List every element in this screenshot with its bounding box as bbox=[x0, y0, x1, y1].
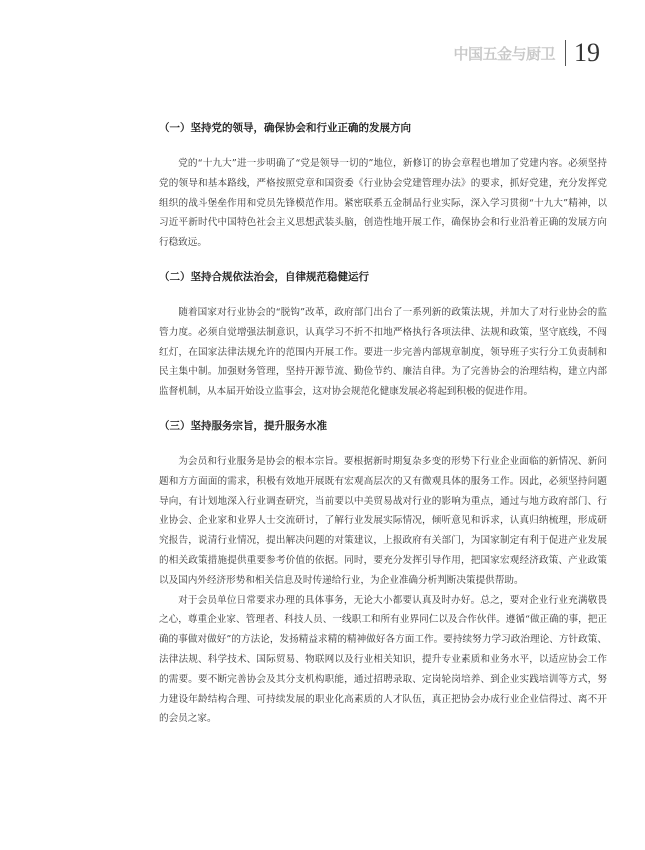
page-number: 19 bbox=[574, 38, 600, 67]
paragraph: 党的“十九大”进一步明确了“党是领导一切的”地位，新修订的协会章程也增加了党建内容。必须坚持党的领导和基本路线，严格按照党章和国资委《行业协会党建管理办法》的要求，抓好党建，充分发挥党组织的战斗堡垒作用和党员先锋模范作用。紧密联系五金制品行业实际，深入学习贯彻“十九大”精神，以习近平新时代中国特色社会主义思想武装头脑，创造性地开展工作，确保协会和行业沿着正确的发展方向行稳致远。 bbox=[159, 158, 607, 249]
paragraph: 随着国家对行业协会的“脱钩”改革，政府部门出台了一系列新的政策法规，并加大了对行业协会的监管力度。必须自觉增强法制意识，认真学习不折不扣地严格执行各项法律、法规和政策，坚守底线，不闯红灯，在国家法律法规允许的范围内开展工作。要进一步完善内部规章制度，领导班子实行分工负责制和民主集中制。加强财务管理，坚持开源节流、勤俭节约、廉洁自律。为了完善协会的治理结构，建立内部监督机制，从本届开始设立监事会，这对协会规范化健康发展必将起到积极的促进作用。 bbox=[159, 306, 607, 398]
magazine-brand-logo: 中国五金与厨卫 bbox=[453, 44, 555, 63]
section-1 bbox=[159, 120, 607, 253]
paragraph: 为会员和行业服务是协会的根本宗旨。要根据新时期复杂多变的形势下行业企业面临的新情况、新问题和方方面面的需求，积极有效地开展既有宏观高层次的又有微观具体的服务工作。因此，必须坚持问题导向，有计划地深入行业调查研究，当前要以中美贸易战对行业的影响为重点，通过与地方政府部门、行业协会、企业家和业界人士交流研讨，了解行业发展实际情况，倾听意见和诉求，认真归纳梳理，形成研究报告，说清行业情况，提出解决问题的对策建议，上报政府有关部门，为国家制定有利于促进产业发展的相关政策措施提供重要参考价值的依据。同时，要充分发挥引导作用，把国家宏观经济政策、产业政策以及国内外经济形势和相关信息及时传递给行业，为企业准确分析判断决策提供帮助。 bbox=[159, 455, 607, 586]
section-heading: （一）坚持党的领导，确保协会和行业正确的发展方向 bbox=[159, 122, 411, 134]
section-3 bbox=[159, 418, 607, 729]
section-heading: （二）坚持合规依法治会，自律规范稳健运行 bbox=[159, 270, 369, 283]
section-heading: （三）坚持服务宗旨，提升服务水准 bbox=[159, 419, 327, 432]
paragraph: 对于会员单位日常要求办理的具体事务，无论大小都要认真及时办好。总之，要对企业行业充满敬畏之心，尊重企业家、管理者、科技人员、一线职工和所有业界同仁以及合作伙伴。遵循“做正确的事，把正确的事做对做好”的方法论，发扬精益求精的精神做好各方面工作。要持续努力学习政治理论、方针政策、法律法规、科学技术、国际贸易、物联网以及行业相关知识，提升专业素质和业务水平，以适应协会工作的需要。要不断完善协会及其分支机构职能，通过招聘录取、定岗轮岗培养、到企业实践培训等方式，努力建设年龄结构合理、可持续发展的职业化高素质的人才队伍，真正把协会办成行业企业信得过、离不开的会员之家。 bbox=[159, 594, 607, 725]
header-divider bbox=[565, 40, 566, 66]
page-header bbox=[453, 38, 600, 68]
section-2 bbox=[159, 269, 607, 402]
article-body bbox=[159, 120, 607, 745]
